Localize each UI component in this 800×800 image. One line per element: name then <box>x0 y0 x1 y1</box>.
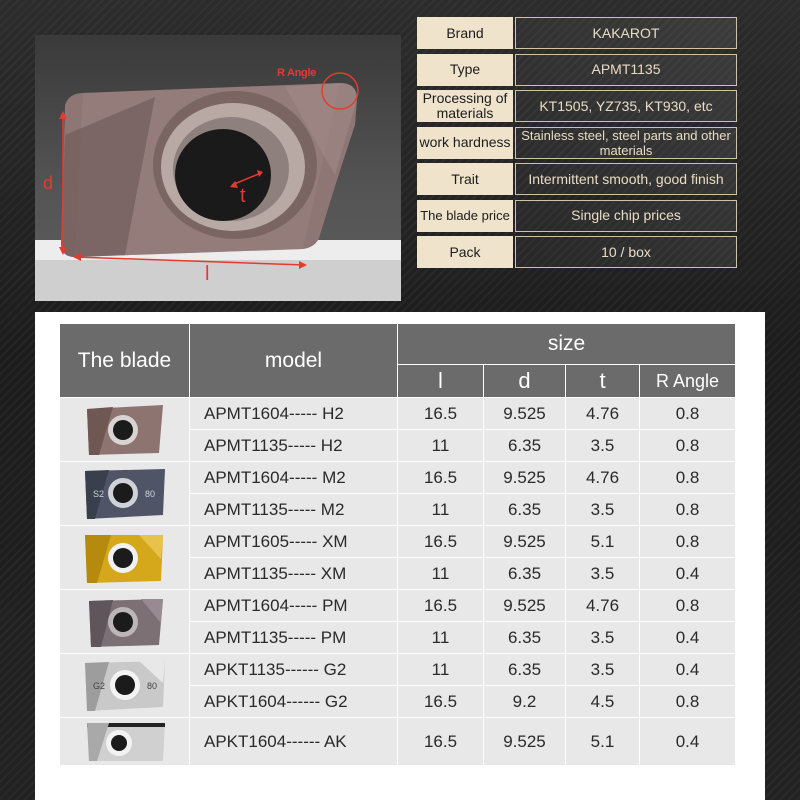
r-cell: 0.8 <box>640 526 736 558</box>
table-row <box>60 526 736 558</box>
d-cell: 6.35 <box>484 654 566 686</box>
model-cell: APMT1135----- H2 <box>190 430 398 462</box>
header-d: d <box>484 365 566 398</box>
dimension-d-label: d <box>43 173 54 193</box>
spec-row-price <box>417 200 737 232</box>
blade-marking-right: 80 <box>144 488 155 499</box>
r-cell: 0.4 <box>640 558 736 590</box>
table-row <box>60 398 736 430</box>
r-cell: 0.8 <box>640 686 736 718</box>
model-cell: APMT1604----- H2 <box>190 398 398 430</box>
l-cell: 16.5 <box>398 462 484 494</box>
t-cell: 3.5 <box>566 622 640 654</box>
spec-value: APMT1135 <box>515 54 737 86</box>
spec-value: Single chip prices <box>515 200 737 232</box>
l-cell: 16.5 <box>398 398 484 430</box>
blade-image-g2 <box>60 654 190 718</box>
blade-marking-left: S2 <box>92 488 104 499</box>
spec-key: Brand <box>417 17 513 49</box>
blade-image-h2 <box>60 398 190 462</box>
model-cell: APMT1135----- M2 <box>190 494 398 526</box>
header-r-angle: R Angle <box>640 365 736 398</box>
d-cell: 6.35 <box>484 430 566 462</box>
table-row <box>60 718 736 766</box>
model-cell: APKT1604------ G2 <box>190 686 398 718</box>
size-table <box>59 323 736 766</box>
header-t: t <box>566 365 640 398</box>
spec-key: Pack <box>417 236 513 268</box>
blade-marking-right: 80 <box>146 680 157 691</box>
r-angle-label: R Angle <box>277 67 317 79</box>
r-cell: 0.8 <box>640 590 736 622</box>
model-cell: APMT1135----- XM <box>190 558 398 590</box>
spec-row-hardness <box>417 127 737 159</box>
t-cell: 3.5 <box>566 654 640 686</box>
r-cell: 0.8 <box>640 462 736 494</box>
dimension-t-label: t <box>240 185 246 207</box>
l-cell: 11 <box>398 558 484 590</box>
model-cell: APMT1604----- PM <box>190 590 398 622</box>
r-cell: 0.4 <box>640 718 736 766</box>
t-cell: 3.5 <box>566 430 640 462</box>
d-cell: 9.525 <box>484 398 566 430</box>
spec-value: Stainless steel, steel parts and other materials <box>515 127 737 159</box>
r-cell: 0.4 <box>640 654 736 686</box>
l-cell: 11 <box>398 494 484 526</box>
l-cell: 16.5 <box>398 590 484 622</box>
l-cell: 11 <box>398 430 484 462</box>
t-cell: 5.1 <box>566 526 640 558</box>
model-cell: APKT1604------ AK <box>190 718 398 766</box>
spec-key: work hardness <box>417 127 513 159</box>
model-cell: APMT1135----- PM <box>190 622 398 654</box>
d-cell: 9.525 <box>484 590 566 622</box>
d-cell: 9.2 <box>484 686 566 718</box>
spec-row-materials <box>417 90 737 122</box>
d-cell: 6.35 <box>484 558 566 590</box>
spec-value: Intermittent smooth, good finish <box>515 163 737 195</box>
t-cell: 4.76 <box>566 398 640 430</box>
spec-table <box>417 17 737 273</box>
r-cell: 0.8 <box>640 398 736 430</box>
blade-marking-left: G2 <box>92 680 105 691</box>
blade-image-ak <box>60 718 190 766</box>
header-l: l <box>398 365 484 398</box>
table-row <box>60 590 736 622</box>
size-table-panel <box>35 312 765 800</box>
model-cell: APMT1605----- XM <box>190 526 398 558</box>
model-cell: APMT1604----- M2 <box>190 462 398 494</box>
product-photo <box>35 35 401 301</box>
l-cell: 11 <box>398 622 484 654</box>
t-cell: 4.5 <box>566 686 640 718</box>
dimension-l-label: l <box>205 263 210 285</box>
d-cell: 6.35 <box>484 494 566 526</box>
spec-key: Processing of materials <box>417 90 513 122</box>
d-cell: 9.525 <box>484 526 566 558</box>
d-cell: 6.35 <box>484 622 566 654</box>
header-blade: The blade <box>60 324 190 398</box>
d-cell: 9.525 <box>484 462 566 494</box>
model-cell: APKT1135------ G2 <box>190 654 398 686</box>
spec-row-type <box>417 54 737 86</box>
l-cell: 16.5 <box>398 686 484 718</box>
header-model: model <box>190 324 398 398</box>
spec-key: Trait <box>417 163 513 195</box>
t-cell: 3.5 <box>566 494 640 526</box>
table-row <box>60 462 736 494</box>
l-cell: 11 <box>398 654 484 686</box>
t-cell: 4.76 <box>566 590 640 622</box>
blade-image-pm <box>60 590 190 654</box>
table-row <box>60 654 736 686</box>
spec-value: KT1505, YZ735, KT930, etc <box>515 90 737 122</box>
l-cell: 16.5 <box>398 718 484 766</box>
spec-key: Type <box>417 54 513 86</box>
spec-row-brand <box>417 17 737 49</box>
spec-row-trait <box>417 163 737 195</box>
r-cell: 0.8 <box>640 494 736 526</box>
l-cell: 16.5 <box>398 526 484 558</box>
header-size: size <box>398 324 736 365</box>
spec-value: KAKAROT <box>515 17 737 49</box>
t-cell: 5.1 <box>566 718 640 766</box>
spec-key: The blade price <box>417 200 513 232</box>
t-cell: 4.76 <box>566 462 640 494</box>
blade-image-xm <box>60 526 190 590</box>
spec-value: 10 / box <box>515 236 737 268</box>
r-cell: 0.4 <box>640 622 736 654</box>
blade-image-m2 <box>60 462 190 526</box>
d-cell: 9.525 <box>484 718 566 766</box>
spec-row-pack <box>417 236 737 268</box>
r-cell: 0.8 <box>640 430 736 462</box>
t-cell: 3.5 <box>566 558 640 590</box>
